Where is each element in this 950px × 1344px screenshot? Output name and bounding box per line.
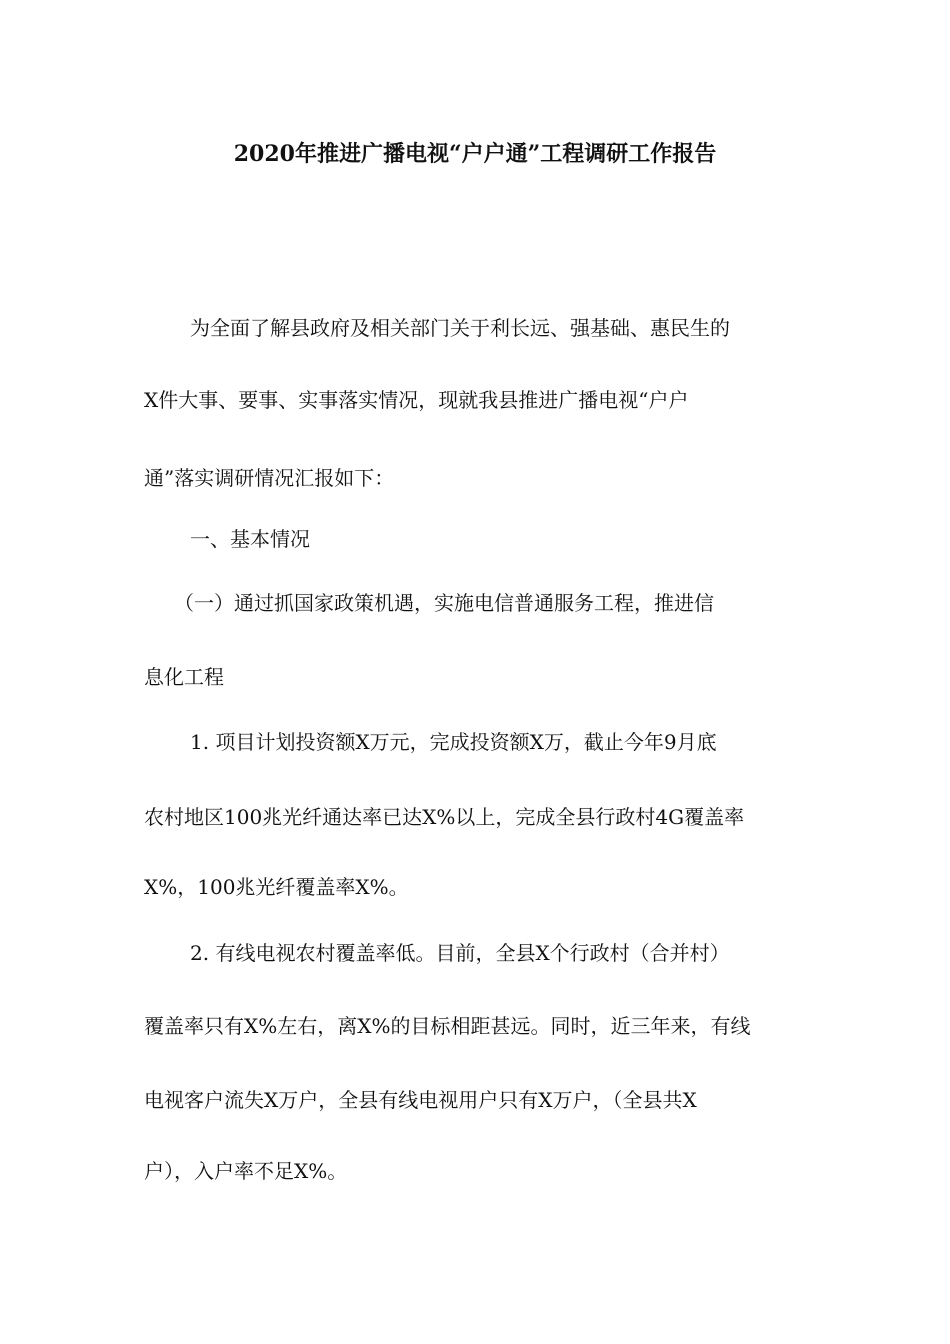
paragraph-line: 覆盖率只有X%左右，离X%的目标相距甚远。同时，近三年来，有线	[144, 1014, 751, 1038]
paragraph-line: 通”落实调研情况汇报如下：	[144, 466, 395, 490]
paragraph-line: 2. 有线电视农村覆盖率低。目前，全县X个行政村（合并村）	[190, 941, 730, 965]
document-title: 2020年推进广播电视“户户通”工程调研工作报告	[233, 141, 717, 167]
subsection-heading-cont: 息化工程	[144, 665, 224, 689]
paragraph-line: 1. 项目计划投资额X万元，完成投资额X万，截止今年9月底	[190, 730, 717, 754]
paragraph-line: 电视客户流失X万户，全县有线电视用户只有X万户，（全县共X	[144, 1088, 697, 1112]
paragraph-line: 农村地区100兆光纤通达率已达X%以上，完成全县行政村4G覆盖率	[144, 805, 745, 829]
paragraph-line: 为全面了解县政府及相关部门关于利长远、强基础、惠民生的	[190, 316, 730, 340]
paragraph-line: X件大事、要事、实事落实情况，现就我县推进广播电视“户户	[144, 388, 689, 412]
subsection-heading: （一）通过抓国家政策机遇，实施电信普通服务工程，推进信	[174, 591, 714, 615]
paragraph-line: 户），入户率不足X%。	[144, 1159, 348, 1183]
section-heading: 一、基本情况	[190, 527, 310, 551]
paragraph-line: X%，100兆光纤覆盖率X%。	[144, 875, 409, 899]
